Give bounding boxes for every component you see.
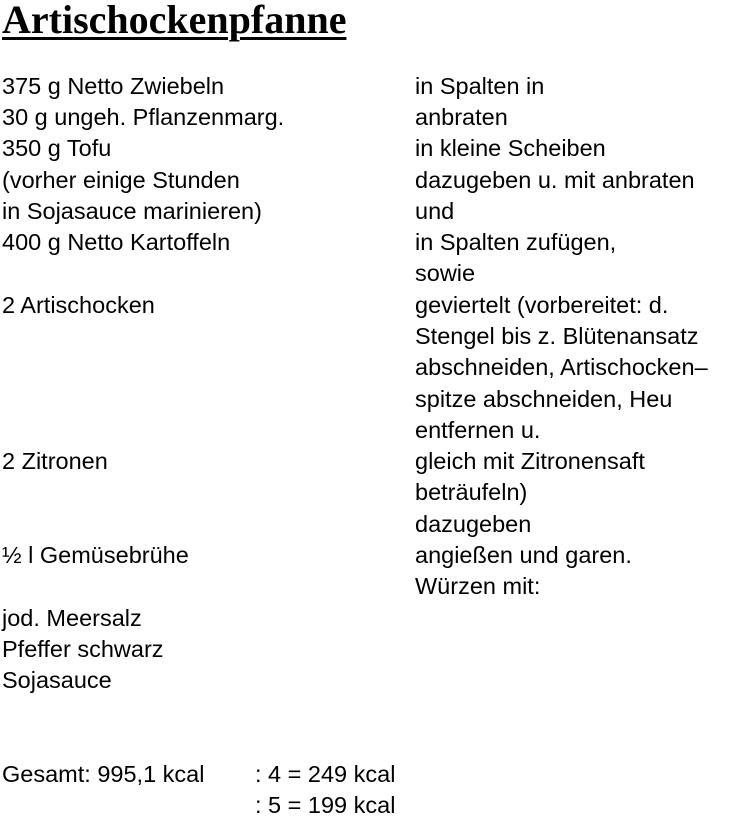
instruction-line: abschneiden, Artischocken– — [415, 354, 708, 380]
instruction-line: Würzen mit: — [415, 573, 541, 599]
instruction-line: Stengel bis z. Blütenansatz — [415, 323, 699, 349]
kcal-per-4-portions: : 4 = 249 kcal — [255, 761, 396, 787]
ingredient-tofu-note-2: in Sojasauce marinieren) — [2, 198, 262, 224]
instruction-line: in kleine Scheiben — [415, 135, 606, 161]
ingredient-tofu-note-1: (vorher einige Stunden — [2, 167, 240, 193]
ingredient-tofu: 350 g Tofu — [2, 135, 112, 161]
ingredient-onions: 375 g Netto Zwiebeln — [2, 73, 225, 99]
ingredient-margarine: 30 g ungeh. Pflanzenmarg. — [2, 104, 285, 130]
ingredient-potatoes: 400 g Netto Kartoffeln — [2, 229, 231, 255]
instruction-line: angießen und garen. — [415, 542, 632, 568]
total-kcal: Gesamt: 995,1 kcal — [2, 761, 205, 787]
instruction-line: entfernen u. — [415, 417, 541, 443]
instruction-line: geviertelt (vorbereitet: d. — [415, 292, 669, 318]
ingredient-broth: ½ l Gemüsebrühe — [2, 542, 189, 568]
instruction-line: in Spalten zufügen, — [415, 229, 617, 255]
ingredient-pepper: Pfeffer schwarz — [2, 636, 164, 662]
instruction-line: und — [415, 198, 455, 224]
instruction-line: sowie — [415, 260, 476, 286]
ingredient-salt: jod. Meersalz — [2, 605, 142, 631]
instruction-line: beträufeln) — [415, 479, 528, 505]
instruction-line: in Spalten in — [415, 73, 545, 99]
recipe-title: Artischockenpfanne — [2, 0, 347, 42]
ingredient-soy-sauce: Sojasauce — [2, 667, 112, 693]
instruction-line: spitze abschneiden, Heu — [415, 386, 673, 412]
ingredient-lemons: 2 Zitronen — [2, 448, 108, 474]
instruction-line: dazugeben u. mit anbraten — [415, 167, 695, 193]
instruction-line: gleich mit Zitronensaft — [415, 448, 645, 474]
instruction-line: anbraten — [415, 104, 508, 130]
ingredient-artichokes: 2 Artischocken — [2, 292, 155, 318]
kcal-per-5-portions: : 5 = 199 kcal — [255, 792, 396, 818]
instruction-line: dazugeben — [415, 511, 532, 537]
